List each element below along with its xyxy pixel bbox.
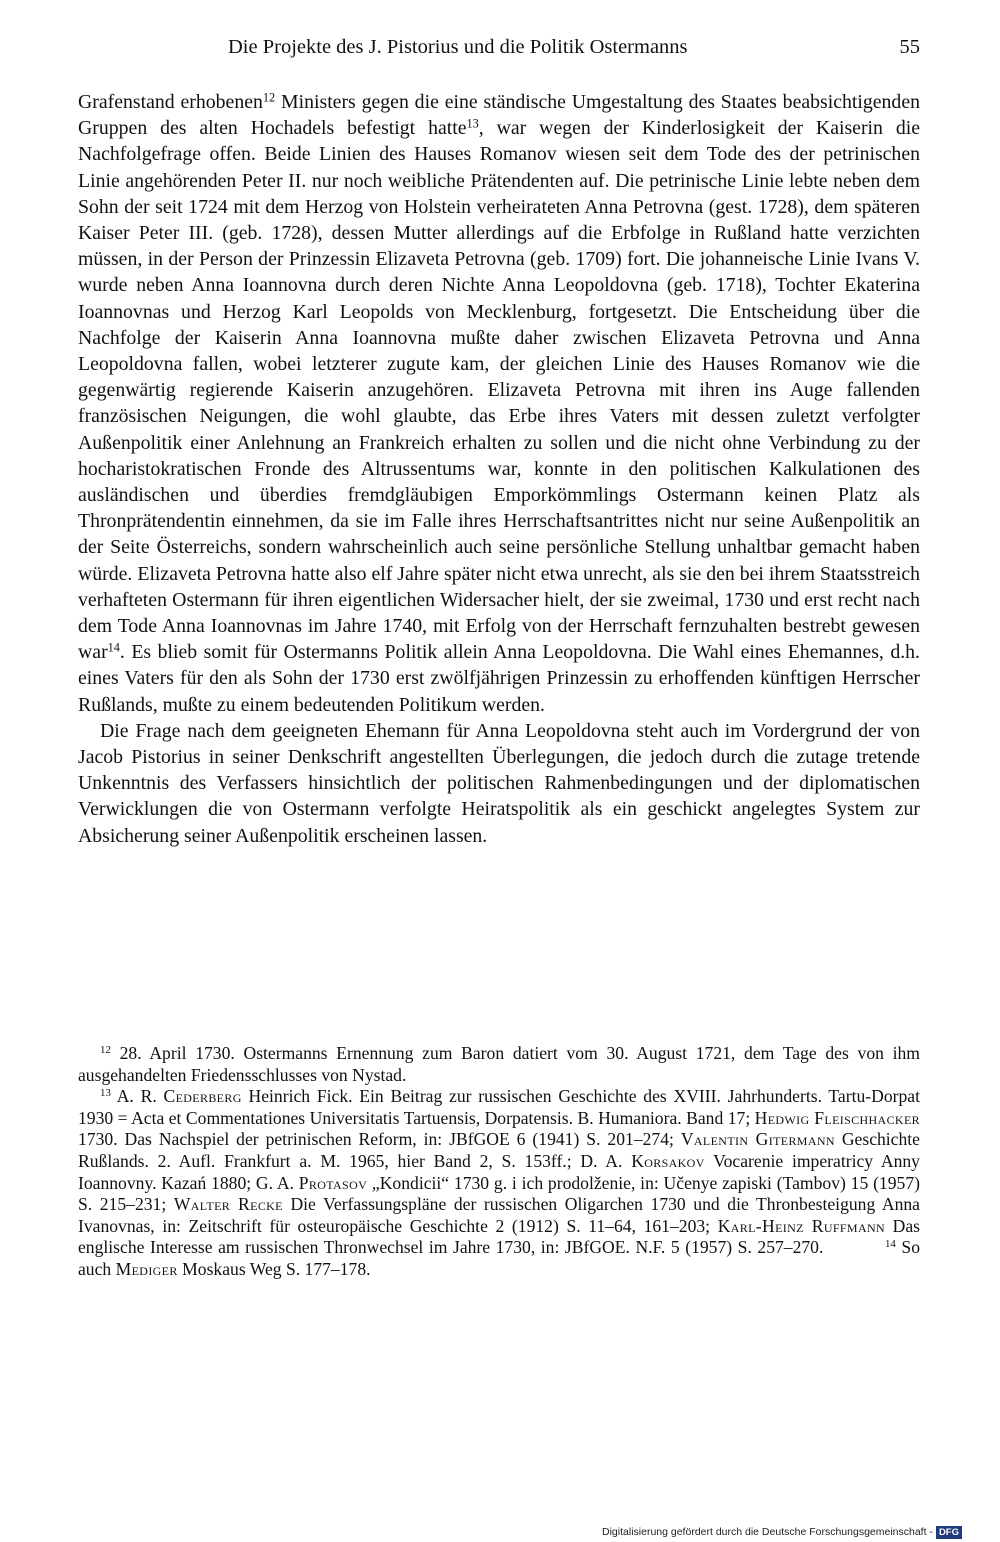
footnote-13-text-a: A. R. [110,1086,164,1107]
paragraph-1-part-b: Ministers gegen die eine ständische Umgestaltung des Staates beabsichtigenden Gruppen des alten Hochadels befestigt hatte [78,91,920,140]
footnote-ref-14: 14 [107,640,120,655]
author-ruffmann: Karl-Heinz Ruffmann [717,1215,886,1236]
footnote-13-text-b: Heinrich Fick. Ein Beitrag zur russischen Geschichte des XVIII. Jahrhunderts. Tartu-Dorpat 1930 = Acta et Commentationes Universitatis Tartuensis, Dorpatensis. B. Humaniora. Band 17; [78,1086,921,1128]
dfg-logo: DFG [936,1526,962,1539]
running-title: Die Projekte des J. Pistorius und die Politik Ostermanns [228,36,688,58]
footnote-12-text: 28. April 1730. Ostermanns Ernennung zum Baron datiert vom 30. August 1721, dem Tage des von ihm ausgehandelten Friedensschlusses von Nystad. [78,1043,920,1085]
author-fleischhacker: Hedwig Fleischhacker [754,1107,920,1128]
footnote-13 [78,1086,920,1280]
footnote-13-text-d: Geschichte Rußlands. 2. Aufl. Frankfurt a. M. 1965, hier Band 2, S. 153ff.; D. A. [78,1129,920,1171]
footnote-14-text-a: So auch [78,1237,921,1279]
paragraph-2: Die Frage nach dem geeigneten Ehemann für Anna Leopoldovna steht auch im Vordergrund der von Jacob Pistorius in seiner Denkschrift angestellten Überlegungen, die jedoch durch die zutage tretende Unkenntnis des Verfassers hinsichtlich der politischen Rahmenbedingungen und der diplomatischen Verwicklungen die von Ostermann verfolgte Heiratspolitik als ein geschickt angelegtes System zur Absicherung seiner Außenpolitik erscheinen lassen. [78,719,920,847]
page-header [78,34,920,64]
author-gitermann: Valentin Gitermann [680,1129,835,1150]
paragraph-1-part-a: Grafenstand erhobenen [78,91,263,113]
footnote-12 [78,1043,920,1086]
author-protasov: Protasov [298,1172,368,1193]
footnote-13-text-c: 1730. Das Nachspiel der petrinischen Reform, in: JBfGOE 6 (1941) S. 201–274; [78,1129,681,1150]
footnote-14-text-b: Moskaus Weg S. 177–178. [177,1258,371,1279]
footnote-13-text-h: Das englische Interesse am russischen Thronwechsel im Jahre 1730, in: JBfGOE. N.F. 5 (1957) S. 257–270. [78,1215,920,1258]
main-text [78,89,920,849]
author-korsakov: Korsakov [631,1150,705,1171]
footnote-13-text-g: Die Verfassungspläne der russischen Oligarchen 1730 und die Thronbesteigung Anna Ivanovnas, in: Zeitschrift für osteuropäische Geschichte 2 (1912) S. 11–64, 161–203; [78,1194,920,1236]
footnote-12-mark: 12 [100,1044,111,1056]
digitization-credit [602,1525,962,1539]
footnote-13-text-f: „Kondicii“ 1730 g. i ich prodolženie, in: Učenye zapiski (Tambov) 15 (1957) S. 215–231; [78,1172,920,1215]
footnote-ref-12: 12 [262,90,276,105]
footnotes [78,1043,920,1281]
paragraph-1 [78,89,920,718]
footnote-13-text-e: Vocarenie imperatricy Anny Ioannovny. Kazań 1880; G. A. [78,1150,920,1193]
page-number: 55 [899,36,920,58]
paragraph-1-part-d: . Es blieb somit für Ostermanns Politik allein Anna Leopoldovna. Die Wahl eines Ehemannes, d.h. eines Vaters für den als Sohn der 1730 erst zwölfjährigen Prinzessin zu erhoffenden künftigen Herrscher Rußlands, mußte zu einem bedeutenden Politikum werden. [78,641,920,716]
author-recke: Walter Recke [173,1194,283,1215]
footnote-ref-13: 13 [466,116,479,131]
author-cederberg: Cederberg [163,1086,242,1107]
credit-text: Digitalisierung gefördert durch die Deutsche Forschungsgemeinschaft - [602,1526,933,1538]
author-mediger: Mediger [115,1258,178,1279]
paragraph-1-part-c: , war wegen der Kinderlosigkeit der Kaiserin die Nachfolgefrage offen. Beide Linien des Hauses Romanov wiesen seit dem Tode des der petrinischen Linie angehörenden Peter II. nur noch weibliche Prätendenten auf. Die petrinische Linie lebte neben dem Sohn der seit 1724 mit dem Herzog von Holstein verheirateten Anna Petrovna (gest. 1728), dem späteren Kaiser Peter III. (geb. 1728), dessen Mutter allerdings auf die Erbfolge in Rußland hatte verzichten müssen, in der Person der Prinzessin Elizaveta Petrovna (geb. 1709) fort. Die johanneische Linie Ivans V. wurde neben Anna Ioannovna durch deren Nichte Anna Leopoldovna (geb. 1718), Tochter Ekaterina Ioannovnas und Herzog Karl Leopolds von Mecklenburg, fortgesetzt. Die Entscheidung über die Nachfolge der Kaiserin Anna Ioannovna mußte daher zwischen Elizaveta Petrovna und Anna Leopoldovna fallen, wobei letzterer zugute kam, der gleichen Linie des Hauses Romanov wie die gegenwärtig regierende Kaiserin anzugehören. Elizaveta Petrovna mit ihren ins Auge fallenden französischen Neigungen, die wohl glaubte, das Erbe ihres Vaters mit dessen zuletzt verfolgter Außenpolitik einer Anlehnung an Frankreich erhalten zu sollen und die nicht ohne Verbindung zu der hocharistokratischen Fronde des Altrussentums war, konnte in den politischen Kalkulationen des ausländischen und überdies fremdgläubigen Emporkömmlings Ostermann keinen Platz als Thronprätendentin einnehmen, da sie im Falle ihres Herrschaftsantrittes nicht nur seine Außenpolitik an der Seite Österreichs, sondern wahrscheinlich auch seine persönliche Stellung unhaltbar gemacht haben würde. Elizaveta Petrovna hatte also elf Jahre später nicht etwa unrecht, als sie den bei ihrem Staatsstreich verhafteten Ostermann für ihren eigentlichen Widersacher hielt, der sie zweimal, 1730 und erst recht nach dem Tode Anna Ioannovnas im Jahre 1740, mit Erfolg von der Herrschaft fernzuhalten bestrebt gewesen war [78,117,920,664]
footnote-13-mark: 13 [100,1087,111,1100]
footnote-14-mark: 14 [884,1238,896,1251]
